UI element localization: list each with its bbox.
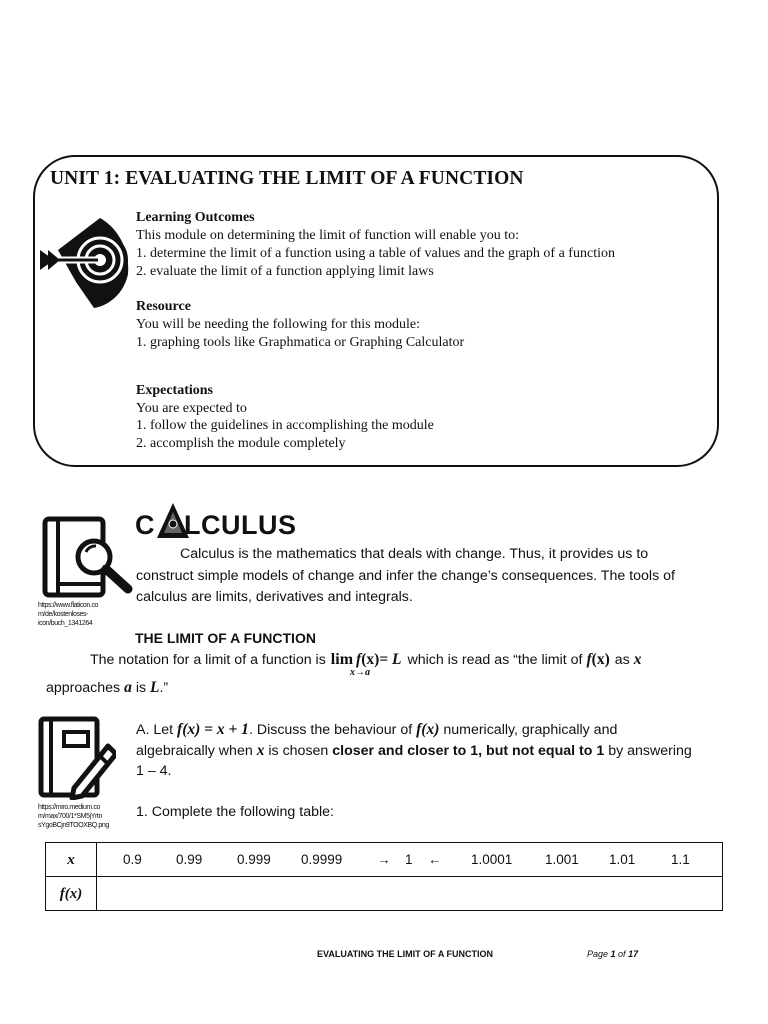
table-header-cell: f(x) bbox=[46, 877, 97, 911]
table-cell: 1.0001 bbox=[471, 852, 513, 867]
calculus-paragraph-line: Calculus is the mathematics that deals with change. Thus, it provides us to bbox=[180, 546, 649, 562]
image-source-caption: https://www.flaticon.co m/de/kostenloses- icon/buch_1341264 bbox=[38, 602, 99, 627]
expectation-item: 1. follow the guidelines in accomplishing the module bbox=[136, 418, 434, 433]
unit-title: UNIT 1: EVALUATING THE LIMIT OF A FUNCTION bbox=[50, 168, 524, 189]
table-cell: 1.01 bbox=[609, 852, 636, 867]
activity-a-line-1: A. Let f(x) = x + 1. Discuss the behaviour of f(x) numerically, graphically and bbox=[136, 721, 618, 738]
calculus-paragraph-line: calculus are limits, derivatives and integrals. bbox=[136, 589, 413, 605]
table-cell: 1 bbox=[405, 852, 413, 867]
calculus-title-c: C bbox=[135, 510, 155, 540]
learning-outcome-item: 1. determine the limit of a function using a table of values and the graph of a function bbox=[136, 246, 615, 261]
target-icon bbox=[38, 210, 134, 310]
table-empty-cell[interactable] bbox=[97, 877, 723, 911]
limit-notation-line-2: approaches a is L.” bbox=[46, 679, 169, 696]
learning-outcome-item: 2. evaluate the limit of a function applying limit laws bbox=[136, 264, 434, 279]
activity-a-line-3: 1 – 4. bbox=[136, 763, 172, 779]
table-cell: 1.1 bbox=[671, 852, 690, 867]
footer-title: EVALUATING THE LIMIT OF A FUNCTION bbox=[317, 949, 493, 959]
calculus-title-rest: LCULUS bbox=[184, 510, 297, 540]
expectations-heading: Expectations bbox=[136, 383, 213, 398]
learning-outcomes-heading: Learning Outcomes bbox=[136, 210, 255, 225]
table-row bbox=[46, 843, 723, 877]
calculus-triangle-icon bbox=[156, 502, 190, 540]
table-instruction: 1. Complete the following table: bbox=[136, 804, 334, 820]
limit-notation-line: The notation for a limit of a function is lim f (x) = L which is read as “the limit of f(x) as x bbox=[90, 651, 642, 668]
learning-outcomes-intro: This module on determining the limit of function will enable you to: bbox=[136, 228, 519, 243]
resource-item: 1. graphing tools like Graphmatica or Graphing Calculator bbox=[136, 335, 465, 350]
table-cell: 0.99 bbox=[176, 852, 203, 867]
values-table bbox=[45, 842, 723, 911]
table-row bbox=[46, 877, 723, 911]
table-values-cell bbox=[97, 843, 723, 877]
table-header-cell: x bbox=[46, 843, 97, 877]
footer-page-number: Page 1 of 17 bbox=[587, 949, 639, 959]
table-cell: 0.999 bbox=[237, 852, 271, 867]
table-cell: 1.001 bbox=[545, 852, 579, 867]
expectation-item: 2. accomplish the module completely bbox=[136, 436, 346, 451]
table-cell: 0.9999 bbox=[301, 852, 343, 867]
limit-heading: THE LIMIT OF A FUNCTION bbox=[135, 630, 316, 646]
image-source-caption: https://miro.medium.co m/max/700/1*SM5jYrtn sYgoBCjn9TOOXBQ.png bbox=[38, 804, 109, 829]
table-cell: ← bbox=[428, 852, 442, 867]
book-search-icon bbox=[42, 516, 136, 598]
resource-intro: You will be needing the following for this module: bbox=[136, 317, 420, 332]
notebook-pencil-icon bbox=[38, 716, 116, 800]
activity-a-line-2: algebraically when x is chosen closer and closer to 1, but not equal to 1 by answering bbox=[136, 742, 692, 759]
expectations-intro: You are expected to bbox=[136, 401, 247, 416]
resource-heading: Resource bbox=[136, 299, 191, 314]
limit-subscript: x→a bbox=[350, 667, 370, 678]
table-cell: 0.9 bbox=[123, 852, 142, 867]
table-cell: → bbox=[377, 852, 391, 867]
calculus-paragraph-line: construct simple models of change and infer the change’s consequences. The tools of bbox=[136, 568, 675, 584]
